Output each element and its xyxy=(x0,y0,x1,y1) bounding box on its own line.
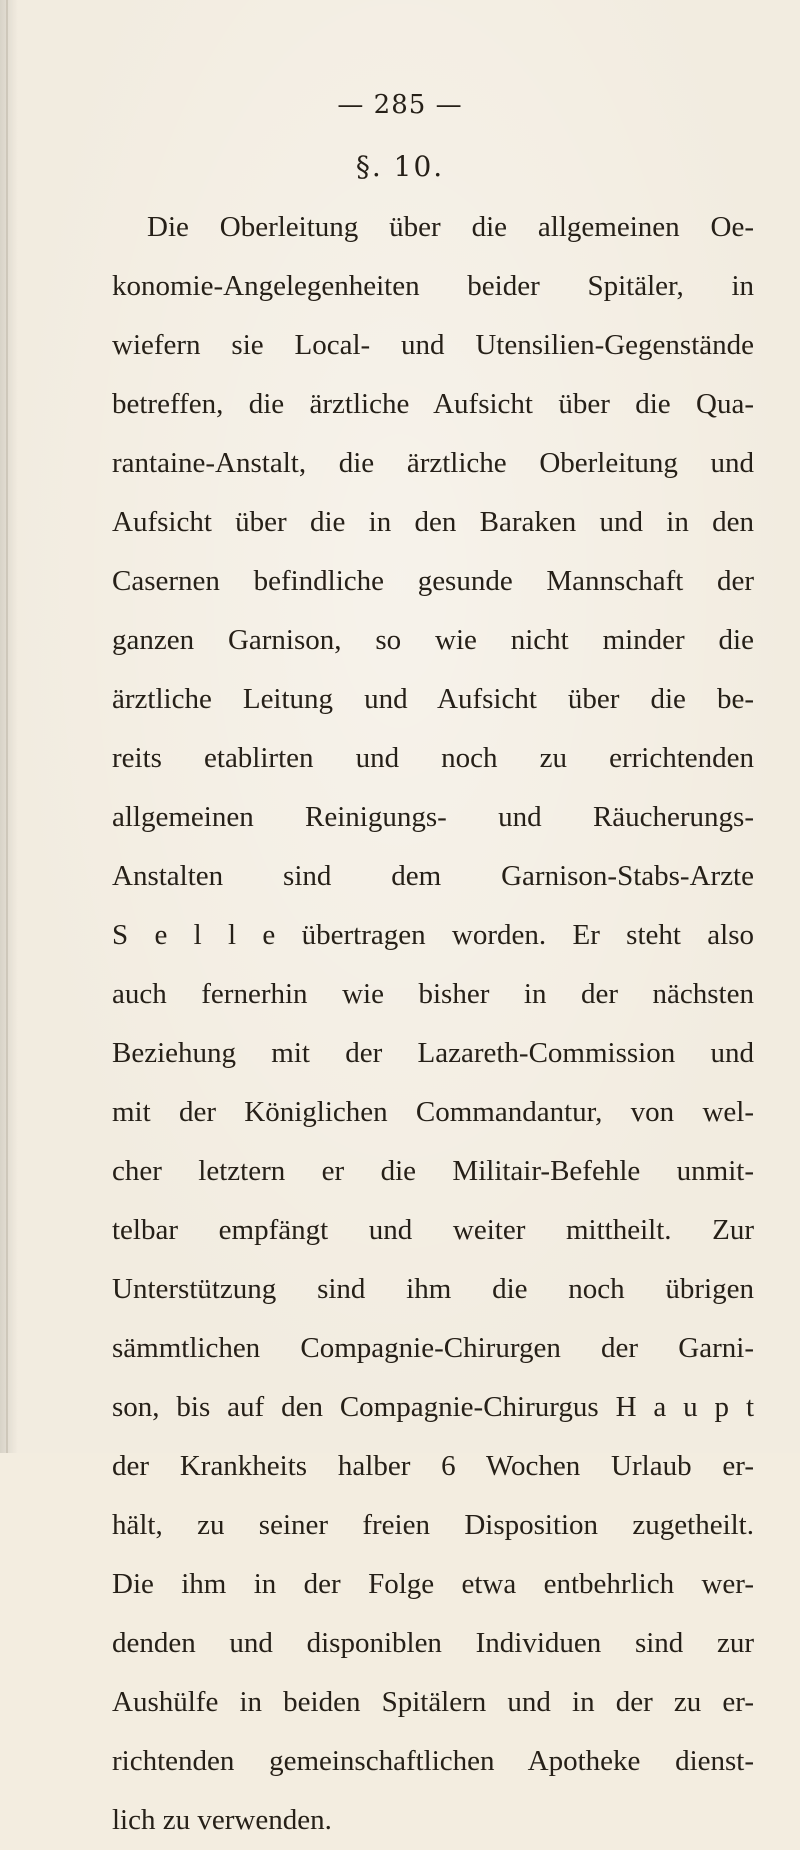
text-line: Die Oberleitung über die allgemeinen Oe- xyxy=(147,211,754,243)
text-line: S e l l e übertragen worden. Er steht also xyxy=(112,919,754,951)
page-number-header: — 285 — xyxy=(337,90,463,120)
text-line: Aufsicht über die in den Baraken und in den xyxy=(112,506,754,538)
text-line: son, bis auf den Compagnie-Chirurgus H a u p t xyxy=(112,1391,754,1423)
text-line: konomie-Angelegenheiten beider Spitäler, in xyxy=(112,270,754,302)
text-line: Die ihm in der Folge etwa entbehrlich wer- xyxy=(112,1568,754,1600)
binding-shadow xyxy=(0,0,18,1453)
text-line: sämmtlichen Compagnie-Chirurgen der Garni- xyxy=(112,1332,754,1364)
text-line: reits etablirten und noch zu errichtenden xyxy=(112,742,754,774)
text-line: Anstalten sind dem Garnison-Stabs-Arzte xyxy=(112,860,754,892)
section-heading: §. 10. xyxy=(355,150,445,183)
text-line: richtenden gemeinschaftlichen Apotheke dienst- xyxy=(112,1745,754,1777)
body-paragraph xyxy=(112,198,754,1850)
text-line: ganzen Garnison, so wie nicht minder die xyxy=(112,624,754,656)
text-line: telbar empfängt und weiter mittheilt. Zur xyxy=(112,1214,754,1246)
text-line: rantaine-Anstalt, die ärztliche Oberleitung und xyxy=(112,447,754,479)
text-line: Casernen befindliche gesunde Mannschaft der xyxy=(112,565,754,597)
text-line: Beziehung mit der Lazareth-Commission und xyxy=(112,1037,754,1069)
text-line: allgemeinen Reinigungs- und Räucherungs- xyxy=(112,801,754,833)
text-line: wiefern sie Local- und Utensilien-Gegenstände xyxy=(112,329,754,361)
text-line: betreffen, die ärztliche Aufsicht über die Qua- xyxy=(112,388,754,420)
text-line: hält, zu seiner freien Disposition zugetheilt. xyxy=(112,1509,754,1541)
text-line: Unterstützung sind ihm die noch übrigen xyxy=(112,1273,754,1305)
text-line: cher letztern er die Militair-Befehle unmit- xyxy=(112,1155,754,1187)
text-line: ärztliche Leitung und Aufsicht über die be- xyxy=(112,683,754,715)
text-line: mit der Königlichen Commandantur, von wel- xyxy=(112,1096,754,1128)
text-line: lich zu verwenden. xyxy=(112,1804,332,1836)
text-line: der Krankheits halber 6 Wochen Urlaub er- xyxy=(112,1450,754,1482)
text-line: Aushülfe in beiden Spitälern und in der zu er- xyxy=(112,1686,754,1718)
text-line: auch fernerhin wie bisher in der nächsten xyxy=(112,978,754,1010)
text-line: denden und disponiblen Individuen sind zur xyxy=(112,1627,754,1659)
binding-edge xyxy=(6,0,8,1453)
